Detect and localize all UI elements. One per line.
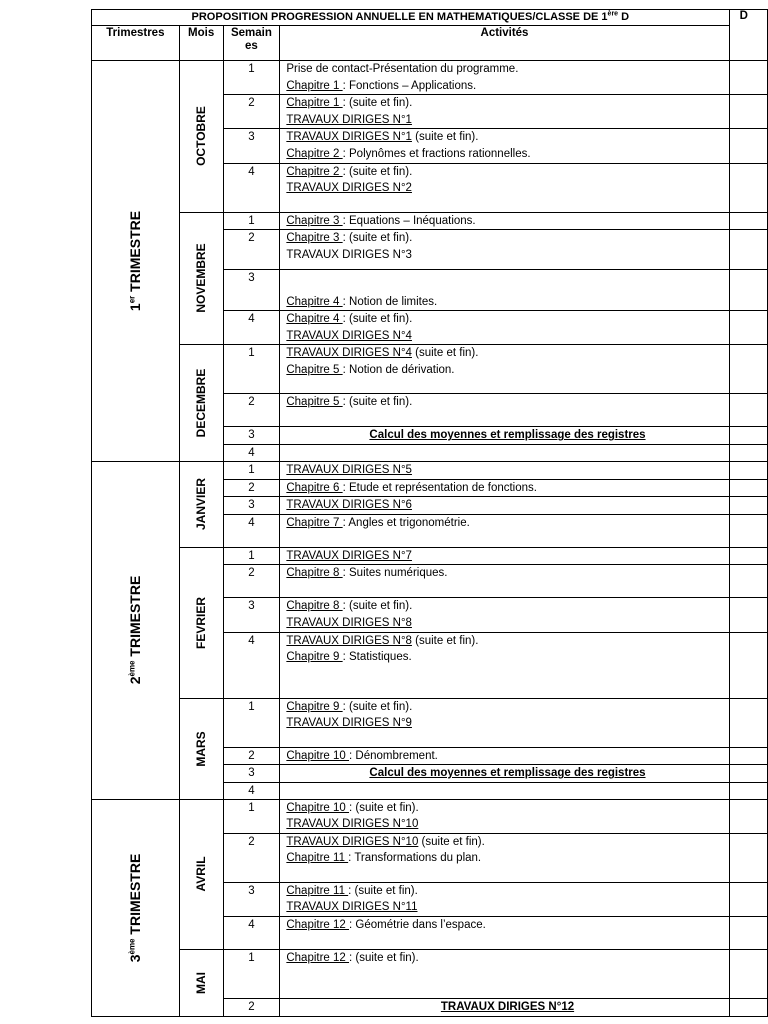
activity-cell: [280, 698, 729, 747]
cut-column-cell: [729, 833, 767, 882]
week-number: 3: [223, 765, 280, 783]
week-number: 4: [223, 782, 280, 799]
cut-column-cell: [729, 632, 767, 698]
activity-cell: [280, 917, 729, 950]
week-number: 1: [223, 698, 280, 747]
trimester-label: 3ème TRIMESTRE: [92, 799, 180, 1016]
week-number: 3: [223, 497, 280, 515]
activity-line: TRAVAUX DIRIGES N°1: [286, 113, 412, 126]
activity-line: Chapitre 12 : Géométrie dans l’espace.: [286, 919, 486, 932]
activity-line: Chapitre 11 : Transformations du plan.: [286, 852, 482, 865]
activity-cell: [280, 427, 729, 445]
activity-line: Chapitre 5 : (suite et fin).: [286, 396, 413, 409]
activity-line: Chapitre 8 : Suites numériques.: [286, 567, 448, 580]
activity-line: Chapitre 3 : (suite et fin).: [286, 232, 413, 245]
activity-cell: [280, 163, 729, 212]
activity-line: Chapitre 4 : (suite et fin).: [286, 313, 413, 326]
cut-column-cell: [729, 479, 767, 497]
activity-cell: [280, 212, 729, 230]
header-activites: Activités: [280, 26, 729, 61]
cut-column-cell: [729, 950, 767, 999]
activity-line: Chapitre 9 : Statistiques.: [286, 651, 412, 664]
month-label: MARS: [179, 698, 223, 799]
activity-line: TRAVAUX DIRIGES N°4 (suite et fin).: [286, 347, 479, 360]
month-label: AVRIL: [179, 799, 223, 949]
week-number: 4: [223, 514, 280, 547]
progression-table: [91, 9, 768, 1017]
week-number: 2: [223, 565, 280, 598]
activity-line: Chapitre 7 : Angles et trigonométrie.: [286, 516, 470, 529]
activity-cell: [280, 547, 729, 565]
activity-cell: [280, 479, 729, 497]
activity-line: TRAVAUX DIRIGES N°6: [286, 499, 412, 512]
cut-header: D: [729, 10, 767, 26]
month-label: OCTOBRE: [179, 61, 223, 213]
week-number: 2: [223, 95, 280, 129]
activity-line: TRAVAUX DIRIGES N°2: [286, 182, 412, 195]
activity-cell: [280, 747, 729, 765]
cut-column-cell: [729, 514, 767, 547]
header-semaines: Semain es: [223, 26, 280, 61]
activity-cell: [280, 345, 729, 394]
cut-column-cell: [729, 311, 767, 345]
week-number: 2: [223, 999, 280, 1017]
activity-line: TRAVAUX DIRIGES N°10 (suite et fin).: [286, 835, 485, 848]
cut-column-cell: [729, 598, 767, 632]
month-label: DECEMBRE: [179, 345, 223, 462]
week-number: 1: [223, 212, 280, 230]
activity-line: Chapitre 10 : (suite et fin).: [286, 801, 419, 814]
activity-line: Chapitre 1 : (suite et fin).: [286, 97, 413, 110]
activity-highlight: Calcul des moyennes et remplissage des registres: [369, 429, 646, 442]
week-number: 4: [223, 632, 280, 698]
week-number: 3: [223, 427, 280, 445]
activity-cell: [280, 497, 729, 515]
cut-column-cell: [729, 394, 767, 427]
month-label: JANVIER: [179, 461, 223, 547]
activity-line: Chapitre 4 : Notion de limites.: [286, 295, 438, 308]
activity-line: TRAVAUX DIRIGES N°8 (suite et fin).: [286, 634, 479, 647]
cut-column-cell: [729, 61, 767, 95]
week-number: 1: [223, 950, 280, 999]
activity-cell: [280, 882, 729, 916]
cut-column-cell: [729, 497, 767, 515]
activity-highlight: TRAVAUX DIRIGES N°12: [440, 1001, 575, 1014]
trimester-label: 2ème TRIMESTRE: [92, 461, 180, 799]
cut-column-cell: [729, 230, 767, 270]
activity-line: Chapitre 11 : (suite et fin).: [286, 884, 418, 897]
activity-cell: [280, 565, 729, 598]
activity-line: Chapitre 3 : Equations – Inéquations.: [286, 214, 476, 227]
activity-cell: [280, 394, 729, 427]
activity-cell: [280, 598, 729, 632]
week-number: 1: [223, 799, 280, 833]
week-number: 3: [223, 270, 280, 311]
week-number: 2: [223, 833, 280, 882]
week-number: 4: [223, 311, 280, 345]
activity-line: Chapitre 8 : (suite et fin).: [286, 600, 413, 613]
trimester-label: 1er TRIMESTRE: [92, 61, 180, 462]
cut-column-cell: [729, 565, 767, 598]
week-number: 1: [223, 547, 280, 565]
activity-cell: [280, 950, 729, 999]
activity-line: TRAVAUX DIRIGES N°11: [286, 901, 418, 914]
activity-cell: [280, 129, 729, 163]
activity-cell: [280, 514, 729, 547]
cut-column-cell: [729, 270, 767, 311]
activity-line: TRAVAUX DIRIGES N°10: [286, 818, 419, 831]
cut-column-cell: [729, 26, 767, 61]
week-number: 4: [223, 444, 280, 461]
activity-cell: [280, 799, 729, 833]
activity-cell: [280, 833, 729, 882]
activity-cell: [280, 461, 729, 479]
cut-column-cell: [729, 444, 767, 461]
cut-column-cell: [729, 212, 767, 230]
table-row: [92, 61, 768, 95]
activity-cell: [280, 444, 729, 461]
table-row: [92, 345, 768, 394]
activity-line: TRAVAUX DIRIGES N°8: [286, 616, 412, 629]
table-row: [92, 461, 768, 479]
cut-column-cell: [729, 698, 767, 747]
week-number: 3: [223, 129, 280, 163]
activity-line: Chapitre 1 : Fonctions – Applications.: [286, 79, 477, 92]
cut-column-cell: [729, 782, 767, 799]
activity-line: Chapitre 12 : (suite et fin).: [286, 952, 419, 965]
activity-line: Chapitre 2 : Polynômes et fractions rationnelles.: [286, 147, 531, 160]
cut-column-cell: [729, 747, 767, 765]
cut-column-cell: [729, 882, 767, 916]
table-row: [92, 698, 768, 747]
activity-cell: [280, 61, 729, 95]
activity-cell: [280, 782, 729, 799]
cut-column-cell: [729, 461, 767, 479]
activity-cell: [280, 95, 729, 129]
activity-line: TRAVAUX DIRIGES N°9: [286, 717, 412, 730]
week-number: 1: [223, 61, 280, 95]
table-title: PROPOSITION PROGRESSION ANNUELLE EN MATHEMATIQUES/CLASSE DE 1ère D: [92, 10, 730, 26]
cut-column-cell: [729, 129, 767, 163]
activity-line: TRAVAUX DIRIGES N°3: [286, 248, 412, 261]
week-number: 2: [223, 230, 280, 270]
cut-column-cell: [729, 95, 767, 129]
activity-line: Prise de contact-Présentation du programme.: [286, 63, 519, 75]
week-number: 4: [223, 917, 280, 950]
week-number: 4: [223, 163, 280, 212]
cut-column-cell: [729, 345, 767, 394]
month-label: NOVEMBRE: [179, 212, 223, 345]
activity-line: Chapitre 2 : (suite et fin).: [286, 165, 413, 178]
header-trimestres: Trimestres: [92, 26, 180, 61]
activity-line: TRAVAUX DIRIGES N°1 (suite et fin).: [286, 131, 479, 144]
week-number: 2: [223, 747, 280, 765]
activity-line: Chapitre 9 : (suite et fin).: [286, 700, 413, 713]
cut-column-cell: [729, 917, 767, 950]
activity-cell: [280, 230, 729, 270]
activity-line: Chapitre 5 : Notion de dérivation.: [286, 363, 455, 376]
table-row: [92, 950, 768, 999]
header-mois: Mois: [179, 26, 223, 61]
activity-line: TRAVAUX DIRIGES N°4: [286, 329, 412, 342]
table-row: [92, 547, 768, 565]
month-label: MAI: [179, 950, 223, 1017]
activity-highlight: Calcul des moyennes et remplissage des registres: [369, 767, 646, 780]
cut-column-cell: [729, 427, 767, 445]
activity-cell: [280, 270, 729, 311]
table-row: [92, 799, 768, 833]
activity-line: Chapitre 6 : Etude et représentation de fonctions.: [286, 481, 537, 494]
week-number: 3: [223, 882, 280, 916]
cut-column-cell: [729, 999, 767, 1017]
cut-column-cell: [729, 163, 767, 212]
activity-cell: [280, 999, 729, 1017]
cut-column-cell: [729, 765, 767, 783]
activity-line: TRAVAUX DIRIGES N°7: [286, 549, 412, 562]
activity-line: TRAVAUX DIRIGES N°5: [286, 463, 412, 476]
activity-line: Chapitre 10 : Dénombrement.: [286, 749, 438, 762]
week-number: 1: [223, 461, 280, 479]
month-label: FEVRIER: [179, 547, 223, 698]
week-number: 2: [223, 394, 280, 427]
week-number: 2: [223, 479, 280, 497]
cut-column-cell: [729, 799, 767, 833]
table-row: [92, 212, 768, 230]
activity-cell: [280, 765, 729, 783]
activity-cell: [280, 311, 729, 345]
week-number: 3: [223, 598, 280, 632]
cut-column-cell: [729, 547, 767, 565]
week-number: 1: [223, 345, 280, 394]
activity-cell: [280, 632, 729, 698]
